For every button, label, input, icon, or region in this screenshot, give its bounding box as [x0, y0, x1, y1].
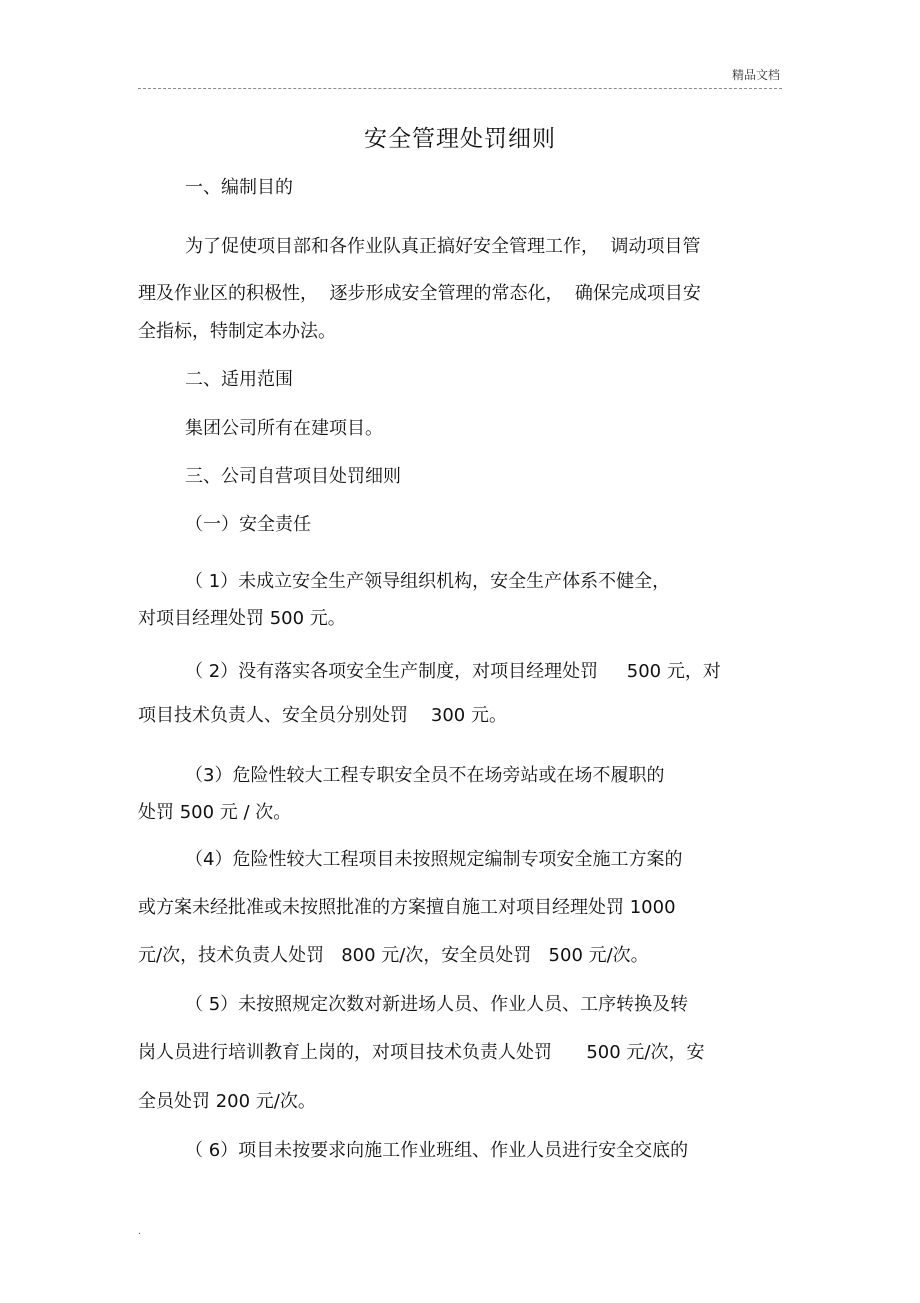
clause-line: 元/次，技术负责人处罚 800 元/次，安全员处罚 500 元/次。	[138, 945, 649, 966]
clause-line: 对项目经理处罚 500 元。	[138, 608, 346, 629]
clause-line: （3）危险性较大工程专职安全员不在场旁站或在场不履职的	[185, 765, 665, 786]
paragraph-line: 集团公司所有在建项目。	[185, 418, 383, 439]
section-heading-penalties: 三、公司自营项目处罚细则	[185, 466, 401, 487]
clause-line: （ 5）未按照规定次数对新进场人员、作业人员、工序转换及转	[185, 994, 689, 1015]
document-title: 安全管理处罚细则	[364, 126, 556, 152]
paragraph-line: 理及作业区的积极性， 逐步形成安全管理的常态化， 确保完成项目安	[138, 283, 701, 304]
paragraph-line: 全指标，特制定本办法。	[138, 321, 336, 342]
clause-line: 全员处罚 200 元/次。	[138, 1091, 316, 1112]
paragraph-line: 为了促使项目部和各作业队真正搞好安全管理工作， 调动项目管	[185, 236, 701, 257]
clause-line: 岗人员进行培训教育上岗的，对项目技术负责人处罚 500 元/次，安	[138, 1042, 705, 1063]
clause-line: 或方案未经批准或未按照批准的方案擅自施工对项目经理处罚 1000	[138, 897, 676, 918]
clause-line: （4）危险性较大工程项目未按照规定编制专项安全施工方案的	[185, 849, 683, 870]
clause-line: 处罚 500 元 / 次。	[138, 802, 292, 823]
clause-line: （ 6）项目未按要求向施工作业班组、作业人员进行安全交底的	[185, 1140, 689, 1161]
clause-line: （ 1）未成立安全生产领导组织机构，安全生产体系不健全，	[185, 571, 671, 592]
section-heading-purpose: 一、编制目的	[185, 177, 293, 198]
subsection-heading-safety-responsibility: （一）安全责任	[185, 514, 311, 535]
section-heading-scope: 二、适用范围	[185, 369, 293, 390]
clause-line: （ 2）没有落实各项安全生产制度，对项目经理处罚 500 元，对	[185, 661, 721, 682]
header-label: 精品文档	[731, 68, 780, 82]
footer-mark: .	[138, 1226, 142, 1237]
clause-line: 项目技术负责人、安全员分别处罚 300 元。	[138, 705, 507, 726]
header-divider	[138, 88, 782, 89]
